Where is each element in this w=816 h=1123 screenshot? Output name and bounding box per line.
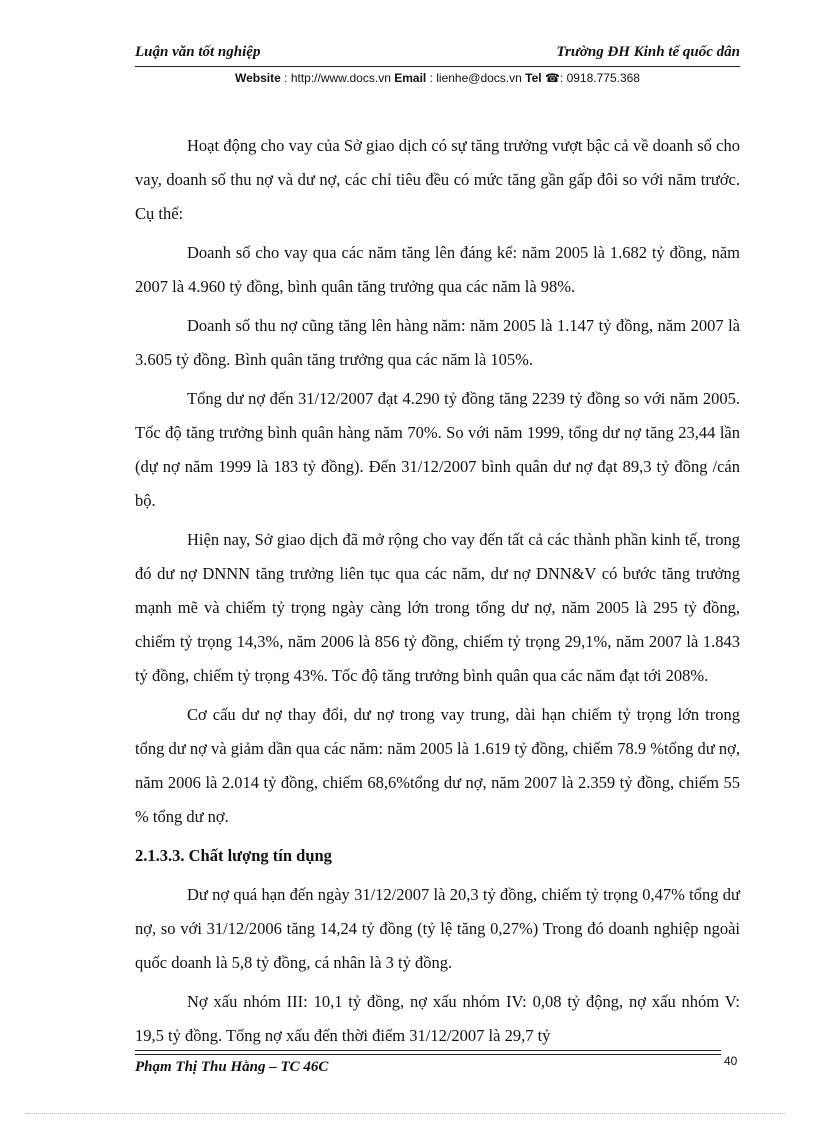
- section-heading: 2.1.3.3. Chất lượng tín dụng: [135, 846, 332, 865]
- contact-line: [135, 71, 740, 85]
- page-number: 40: [724, 1054, 738, 1068]
- footer-rule: [135, 1050, 721, 1051]
- page-edge-divider: [25, 1113, 785, 1114]
- header-rule: [135, 66, 740, 67]
- paragraph-loan-volume: Doanh số cho vay qua các năm tăng lên đáng kể: năm 2005 là 1.682 tỷ đồng, năm 2007 là 4.960 tỷ đồng, bình quân tăng trưởng qua các năm là 98%.: [135, 243, 740, 296]
- paragraph-debt-collection: Doanh số thu nợ cũng tăng lên hàng năm: năm 2005 là 1.147 tỷ đồng, năm 2007 là 3.605 tỷ đồng. Bình quân tăng trưởng qua các năm là 105%.: [135, 316, 740, 369]
- paragraph-debt-structure: Cơ cấu dư nợ thay đổi, dư nợ trong vay trung, dài hạn chiếm tỷ trọng lớn trong tổng dư nợ và giảm dần qua các năm: năm 2005 là 1.619 tỷ đồng, chiếm 78.9 %tổng dư nợ, năm 2006 là 2.014 tỷ đồng, chiếm 68,6%tổng dư nợ, năm 2007 là 2.359 tỷ đồng, chiếm 55 % tổng dư nợ.: [135, 705, 740, 826]
- website-link[interactable]: : http://www.docs.vn: [284, 71, 391, 85]
- telephone-icon: ☎: [544, 71, 560, 85]
- page-body: [135, 129, 740, 1058]
- paragraph-overdue-debt: Dư nợ quá hạn đến ngày 31/12/2007 là 20,3 tỷ đồng, chiếm tỷ trọng 0,47% tổng dư nợ, so với 31/12/2006 tăng 14,24 tỷ đồng (tỷ lệ tăng 0,27%) Trong đó doanh nghiệp ngoài quốc doanh là 5,8 tỷ đồng, cá nhân là 3 tỷ đồng.: [135, 885, 740, 972]
- paragraph-economic-sectors: Hiện nay, Sở giao dịch đã mở rộng cho vay đến tất cả các thành phần kinh tế, trong đó dư nợ DNNN tăng trưởng liên tục qua các năm, dư nợ DNN&V có bước tăng trưởng mạnh mẽ và chiếm tỷ trọng ngày càng lớn trong tổng dư nợ, năm 2005 là 295 tỷ đồng, chiếm tỷ trọng 14,3%, năm 2006 là 856 tỷ đồng, chiếm tỷ trọng 29,1%, năm 2007 là 1.843 tỷ đồng, chiếm tỷ trọng 43%. Tốc độ tăng trưởng bình quân qua các năm đạt tới 208%.: [135, 530, 740, 685]
- tel-value: : 0918.775.368: [559, 71, 640, 85]
- website-label: Website: [235, 71, 281, 85]
- email-label: Email: [394, 71, 427, 85]
- email-link[interactable]: : lienhe@docs.vn: [429, 71, 522, 85]
- header-row: [135, 44, 740, 64]
- paragraph-bad-debt: Nợ xấu nhóm III: 10,1 tỷ đồng, nợ xấu nhóm IV: 0,08 tỷ động, nợ xấu nhóm V: 19,5 tỷ đồng. Tổng nợ xấu đến thời điểm 31/12/2007 là 29,7 tỷ: [135, 992, 740, 1045]
- paragraph-lending-growth: Hoạt động cho vay của Sở giao dịch có sự tăng trưởng vượt bậc cả về doanh số cho vay, doanh số thu nợ và dư nợ, các chỉ tiêu đều có mức tăng gần gấp đôi so với năm trước. Cụ thể:: [135, 136, 740, 223]
- paragraph-total-outstanding: Tổng dư nợ đến 31/12/2007 đạt 4.290 tỷ đồng tăng 2239 tỷ đồng so với năm 2005. Tốc độ tăng trưởng bình quân hàng năm 70%. So với năm 1999, tổng dư nợ tăng 23,44 lần (dự nợ năm 1999 là 183 tỷ đồng). Đến 31/12/2007 bình quân dư nợ đạt 89,3 tỷ đồng /cán bộ.: [135, 389, 740, 510]
- thesis-label: Luận văn tốt nghiệp: [135, 44, 261, 60]
- tel-label: Tel: [525, 71, 542, 85]
- university-label: Trường ĐH Kinh tế quốc dân: [556, 44, 740, 60]
- page-header: [135, 44, 740, 85]
- footer-author: Phạm Thị Thu Hằng – TC 46C: [135, 1059, 329, 1075]
- footer-rule: [135, 1054, 721, 1055]
